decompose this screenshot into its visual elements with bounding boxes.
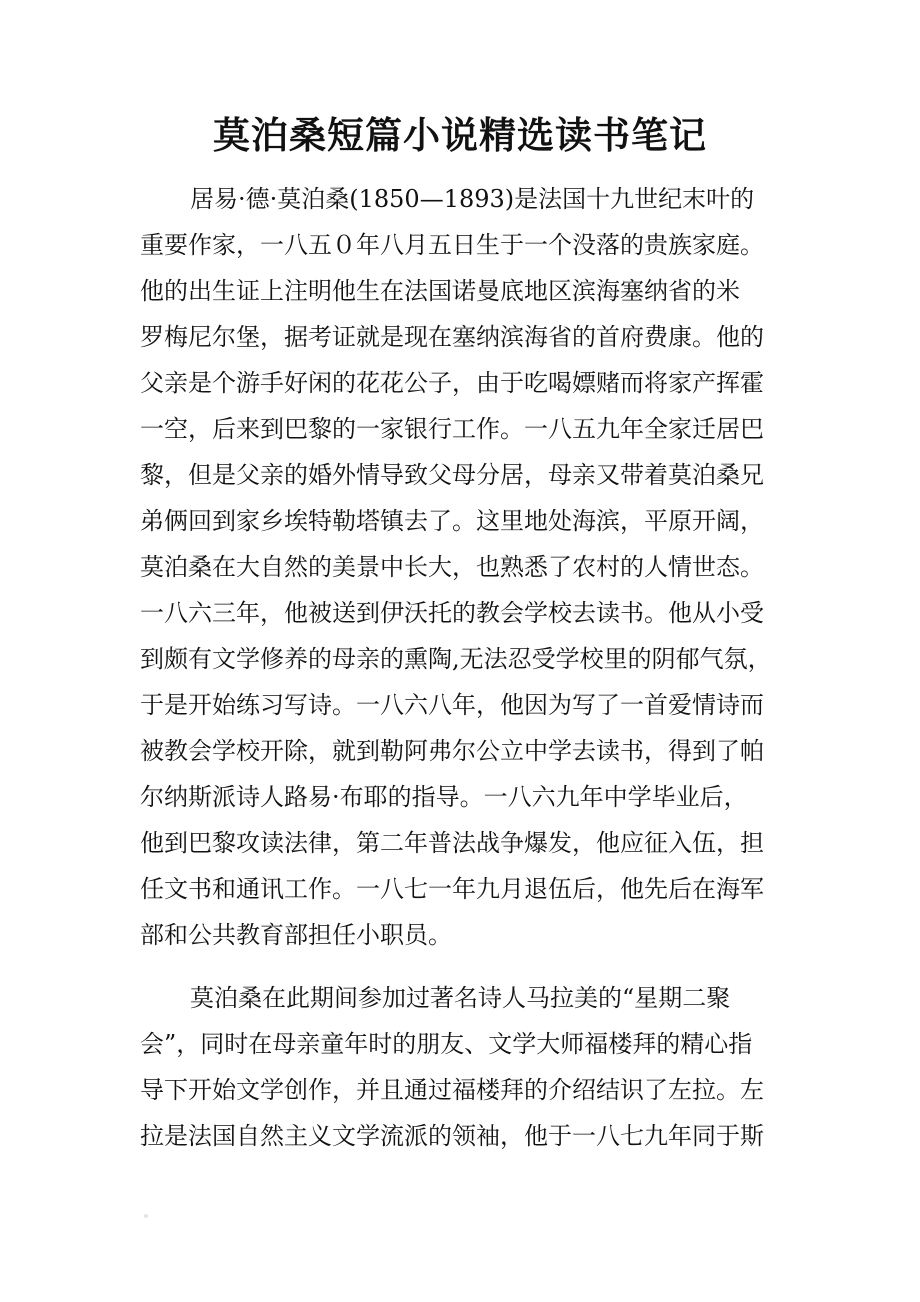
text-line: 到颇有文学修养的母亲的熏陶,无法忍受学校里的阴郁气氛， [140,645,772,673]
text-line: 会”，同时在母亲童年时的朋友、文学大师福楼拜的精心指 [140,1030,753,1058]
text-line: 父亲是个游手好闲的花花公子，由于吃喝嫖赌而将家产挥霍 [140,369,764,397]
text-line: 部和公共教育部担任小职员。 [140,921,452,949]
text-line: 黎，但是父亲的婚外情导致父母分居，母亲又带着莫泊桑兄 [140,461,764,489]
text-line: 一八六三年，他被送到伊沃托的教会学校去读书。他从小受 [140,599,764,627]
text-line: 弟俩回到家乡埃特勒塔镇去了。这里地处海滨，平原开阔， [140,507,764,535]
text-line: 一空，后来到巴黎的一家银行工作。一八五九年全家迁居巴 [140,415,764,443]
text-line: 莫泊桑在此期间参加过著名诗人马拉美的“星期二聚 [190,984,731,1012]
text-line: 罗梅尼尔堡，据考证就是现在塞纳滨海省的首府费康。他的 [140,323,764,351]
scan-dot [144,1214,148,1218]
paragraph-2 [140,975,784,1159]
text-line: 莫泊桑在大自然的美景中长大，也熟悉了农村的人情世态。 [140,553,764,581]
text-line: 他的出生证上注明他生在法国诺曼底地区滨海塞纳省的米 [140,277,740,305]
document-body [140,176,784,1159]
text-line: 于是开始练习写诗。一八六八年，他因为写了一首爱情诗而 [140,691,764,719]
text-line: 他到巴黎攻读法律，第二年普法战争爆发，他应征入伍，担 [140,829,764,857]
document-title: 莫泊桑短篇小说精选读书笔记 [213,114,707,157]
text-line: 尔纳斯派诗人路易·布耶的指导。一八六九年中学毕业后， [140,783,748,811]
paragraph-spacer [140,958,784,975]
text-line: 拉是法国自然主义文学流派的领袖，他于一八七九年同于斯 [140,1122,764,1150]
text-line: 导下开始文学创作，并且通过福楼拜的介绍结识了左拉。左 [140,1076,764,1104]
text-line: 被教会学校开除，就到勒阿弗尔公立中学去读书，得到了帕 [140,737,764,765]
text-line: 重要作家，一八五０年八月五日生于一个没落的贵族家庭。 [140,231,764,259]
text-line: 居易·德·莫泊桑(1850—1893)是法国十九世纪末叶的 [190,185,755,213]
paragraph-1 [140,176,784,958]
text-line: 任文书和通讯工作。一八七一年九月退伍后，他先后在海军 [140,875,764,903]
